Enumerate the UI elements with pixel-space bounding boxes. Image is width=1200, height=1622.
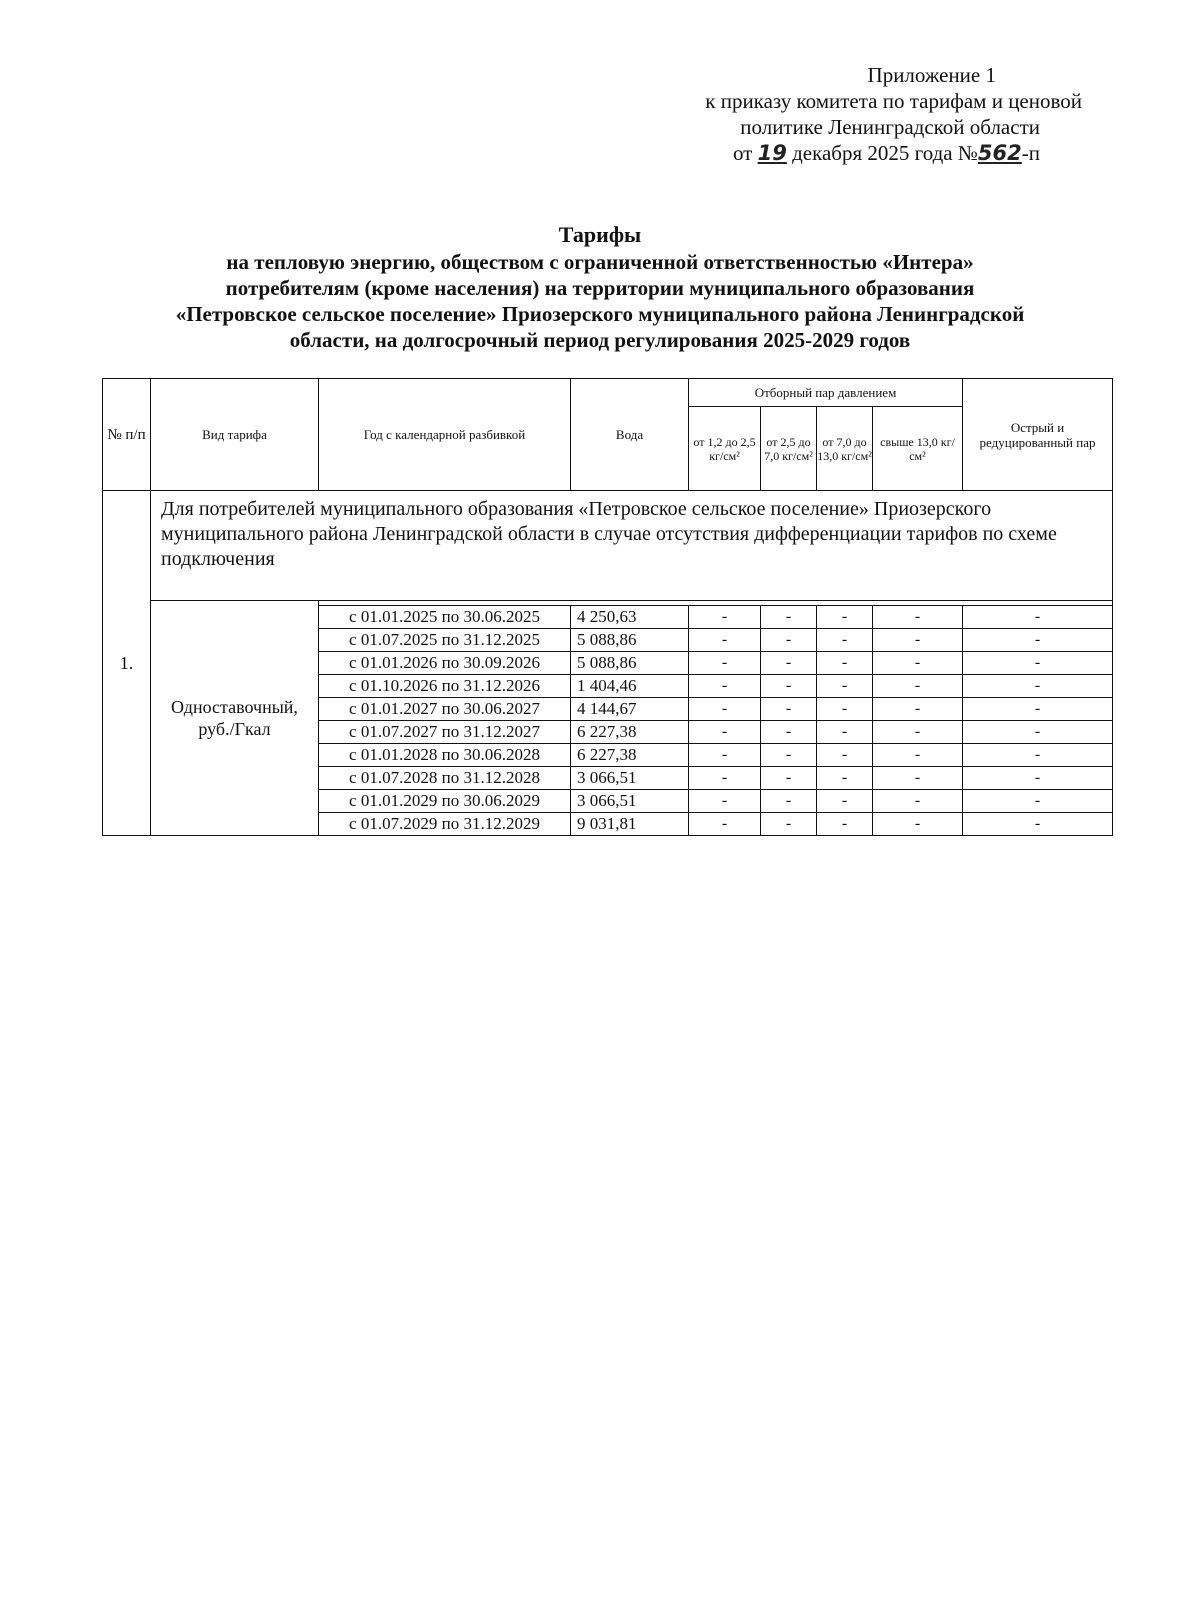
dash-cell: -	[761, 813, 817, 836]
period-cell: с 01.01.2025 по 30.06.2025	[319, 606, 571, 629]
dash-cell: -	[873, 698, 963, 721]
dash-cell: -	[873, 721, 963, 744]
water-value-cell: 6 227,38	[571, 721, 689, 744]
annex-title: Приложение 1	[867, 63, 996, 87]
header-steam-group: Отборный пар давлением	[689, 379, 963, 407]
water-value-cell: 3 066,51	[571, 767, 689, 790]
period-cell: с 01.10.2026 по 31.12.2026	[319, 675, 571, 698]
dash-cell: -	[963, 629, 1113, 652]
dash-cell: -	[761, 675, 817, 698]
period-cell: с 01.07.2029 по 31.12.2029	[319, 813, 571, 836]
dash-cell: -	[873, 606, 963, 629]
water-value-cell: 5 088,86	[571, 652, 689, 675]
dash-cell: -	[817, 606, 873, 629]
dash-cell: -	[761, 744, 817, 767]
period-cell: с 01.07.2025 по 31.12.2025	[319, 629, 571, 652]
header-steam-1: от 1,2 до 2,5 кг/см²	[689, 407, 761, 491]
dash-cell: -	[689, 606, 761, 629]
row-number: 1.	[103, 491, 151, 836]
document-title	[100, 222, 1100, 353]
dash-cell: -	[689, 767, 761, 790]
annex-date-line	[602, 140, 1082, 166]
dash-cell: -	[817, 813, 873, 836]
handwritten-day: 19	[757, 141, 787, 165]
dash-cell: -	[689, 675, 761, 698]
dash-cell: -	[689, 629, 761, 652]
water-value-cell: 4 144,67	[571, 698, 689, 721]
title-main: Тарифы	[558, 222, 642, 247]
annex-block	[602, 62, 1082, 166]
header-water: Вода	[571, 379, 689, 491]
order-number-suffix: -п	[1021, 141, 1040, 165]
water-value-cell: 3 066,51	[571, 790, 689, 813]
dash-cell: -	[963, 790, 1113, 813]
dash-cell: -	[873, 790, 963, 813]
dash-cell: -	[873, 675, 963, 698]
annex-order-line: к приказу комитета по тарифам и ценовой	[705, 89, 1082, 113]
date-middle: декабря 2025 года №	[786, 141, 978, 165]
dash-cell: -	[963, 675, 1113, 698]
period-cell: с 01.01.2027 по 30.06.2027	[319, 698, 571, 721]
header-steam-2: от 2,5 до 7,0 кг/см²	[761, 407, 817, 491]
dash-cell: -	[817, 744, 873, 767]
dash-cell: -	[963, 767, 1113, 790]
period-cell: с 01.01.2026 по 30.09.2026	[319, 652, 571, 675]
dash-cell: -	[689, 721, 761, 744]
dash-cell: -	[761, 629, 817, 652]
title-line: на тепловую энергию, обществом с ограниченной ответственностью «Интера»	[226, 250, 974, 274]
water-value-cell: 6 227,38	[571, 744, 689, 767]
water-value-cell: 4 250,63	[571, 606, 689, 629]
section-description: Для потребителей муниципального образования «Петровское сельское поселение» Приозерского муниципального района Ленинградской области в случае отсутствия дифференциации тарифов по схеме подключения	[151, 491, 1113, 601]
header-period: Год с календарной разбивкой	[319, 379, 571, 491]
dash-cell: -	[817, 675, 873, 698]
dash-cell: -	[761, 652, 817, 675]
annex-committee-line: политике Ленинградской области	[740, 115, 1040, 139]
dash-cell: -	[817, 790, 873, 813]
title-line: «Петровское сельское поселение» Приозерского муниципального района Ленинградской	[175, 302, 1025, 326]
dash-cell: -	[817, 698, 873, 721]
header-steam-3: от 7,0 до 13,0 кг/см²	[817, 407, 873, 491]
dash-cell: -	[817, 721, 873, 744]
dash-cell: -	[689, 652, 761, 675]
tariff-table	[102, 378, 1113, 836]
dash-cell: -	[963, 721, 1113, 744]
dash-cell: -	[689, 698, 761, 721]
date-prefix: от	[732, 141, 758, 165]
dash-cell: -	[761, 790, 817, 813]
header-tariff-type: Вид тарифа	[151, 379, 319, 491]
dash-cell: -	[873, 744, 963, 767]
dash-cell: -	[761, 606, 817, 629]
period-cell: с 01.07.2028 по 31.12.2028	[319, 767, 571, 790]
dash-cell: -	[963, 652, 1113, 675]
dash-cell: -	[761, 698, 817, 721]
dash-cell: -	[963, 698, 1113, 721]
dash-cell: -	[689, 744, 761, 767]
dash-cell: -	[761, 767, 817, 790]
dash-cell: -	[689, 790, 761, 813]
title-line: области, на долгосрочный период регулирования 2025-2029 годов	[289, 328, 911, 352]
dash-cell: -	[817, 767, 873, 790]
tariff-type-cell: Одноставочный, руб./Гкал	[151, 601, 319, 836]
header-steam-4: свыше 13,0 кг/см²	[873, 407, 963, 491]
dash-cell: -	[873, 813, 963, 836]
dash-cell: -	[761, 721, 817, 744]
water-value-cell: 9 031,81	[571, 813, 689, 836]
dash-cell: -	[817, 652, 873, 675]
dash-cell: -	[689, 813, 761, 836]
dash-cell: -	[963, 813, 1113, 836]
dash-cell: -	[817, 629, 873, 652]
water-value-cell: 1 404,46	[571, 675, 689, 698]
handwritten-order-number: 562	[977, 141, 1022, 165]
dash-cell: -	[873, 629, 963, 652]
water-value-cell: 5 088,86	[571, 629, 689, 652]
dash-cell: -	[963, 744, 1113, 767]
period-cell: с 01.07.2027 по 31.12.2027	[319, 721, 571, 744]
dash-cell: -	[873, 767, 963, 790]
dash-cell: -	[963, 606, 1113, 629]
dash-cell: -	[873, 652, 963, 675]
period-cell: с 01.01.2029 по 30.06.2029	[319, 790, 571, 813]
period-cell: с 01.01.2028 по 30.06.2028	[319, 744, 571, 767]
header-sharp-steam: Острый и редуцированный пар	[963, 379, 1113, 491]
header-number: № п/п	[103, 379, 151, 491]
title-line: потребителям (кроме населения) на территории муниципального образования	[225, 276, 975, 300]
